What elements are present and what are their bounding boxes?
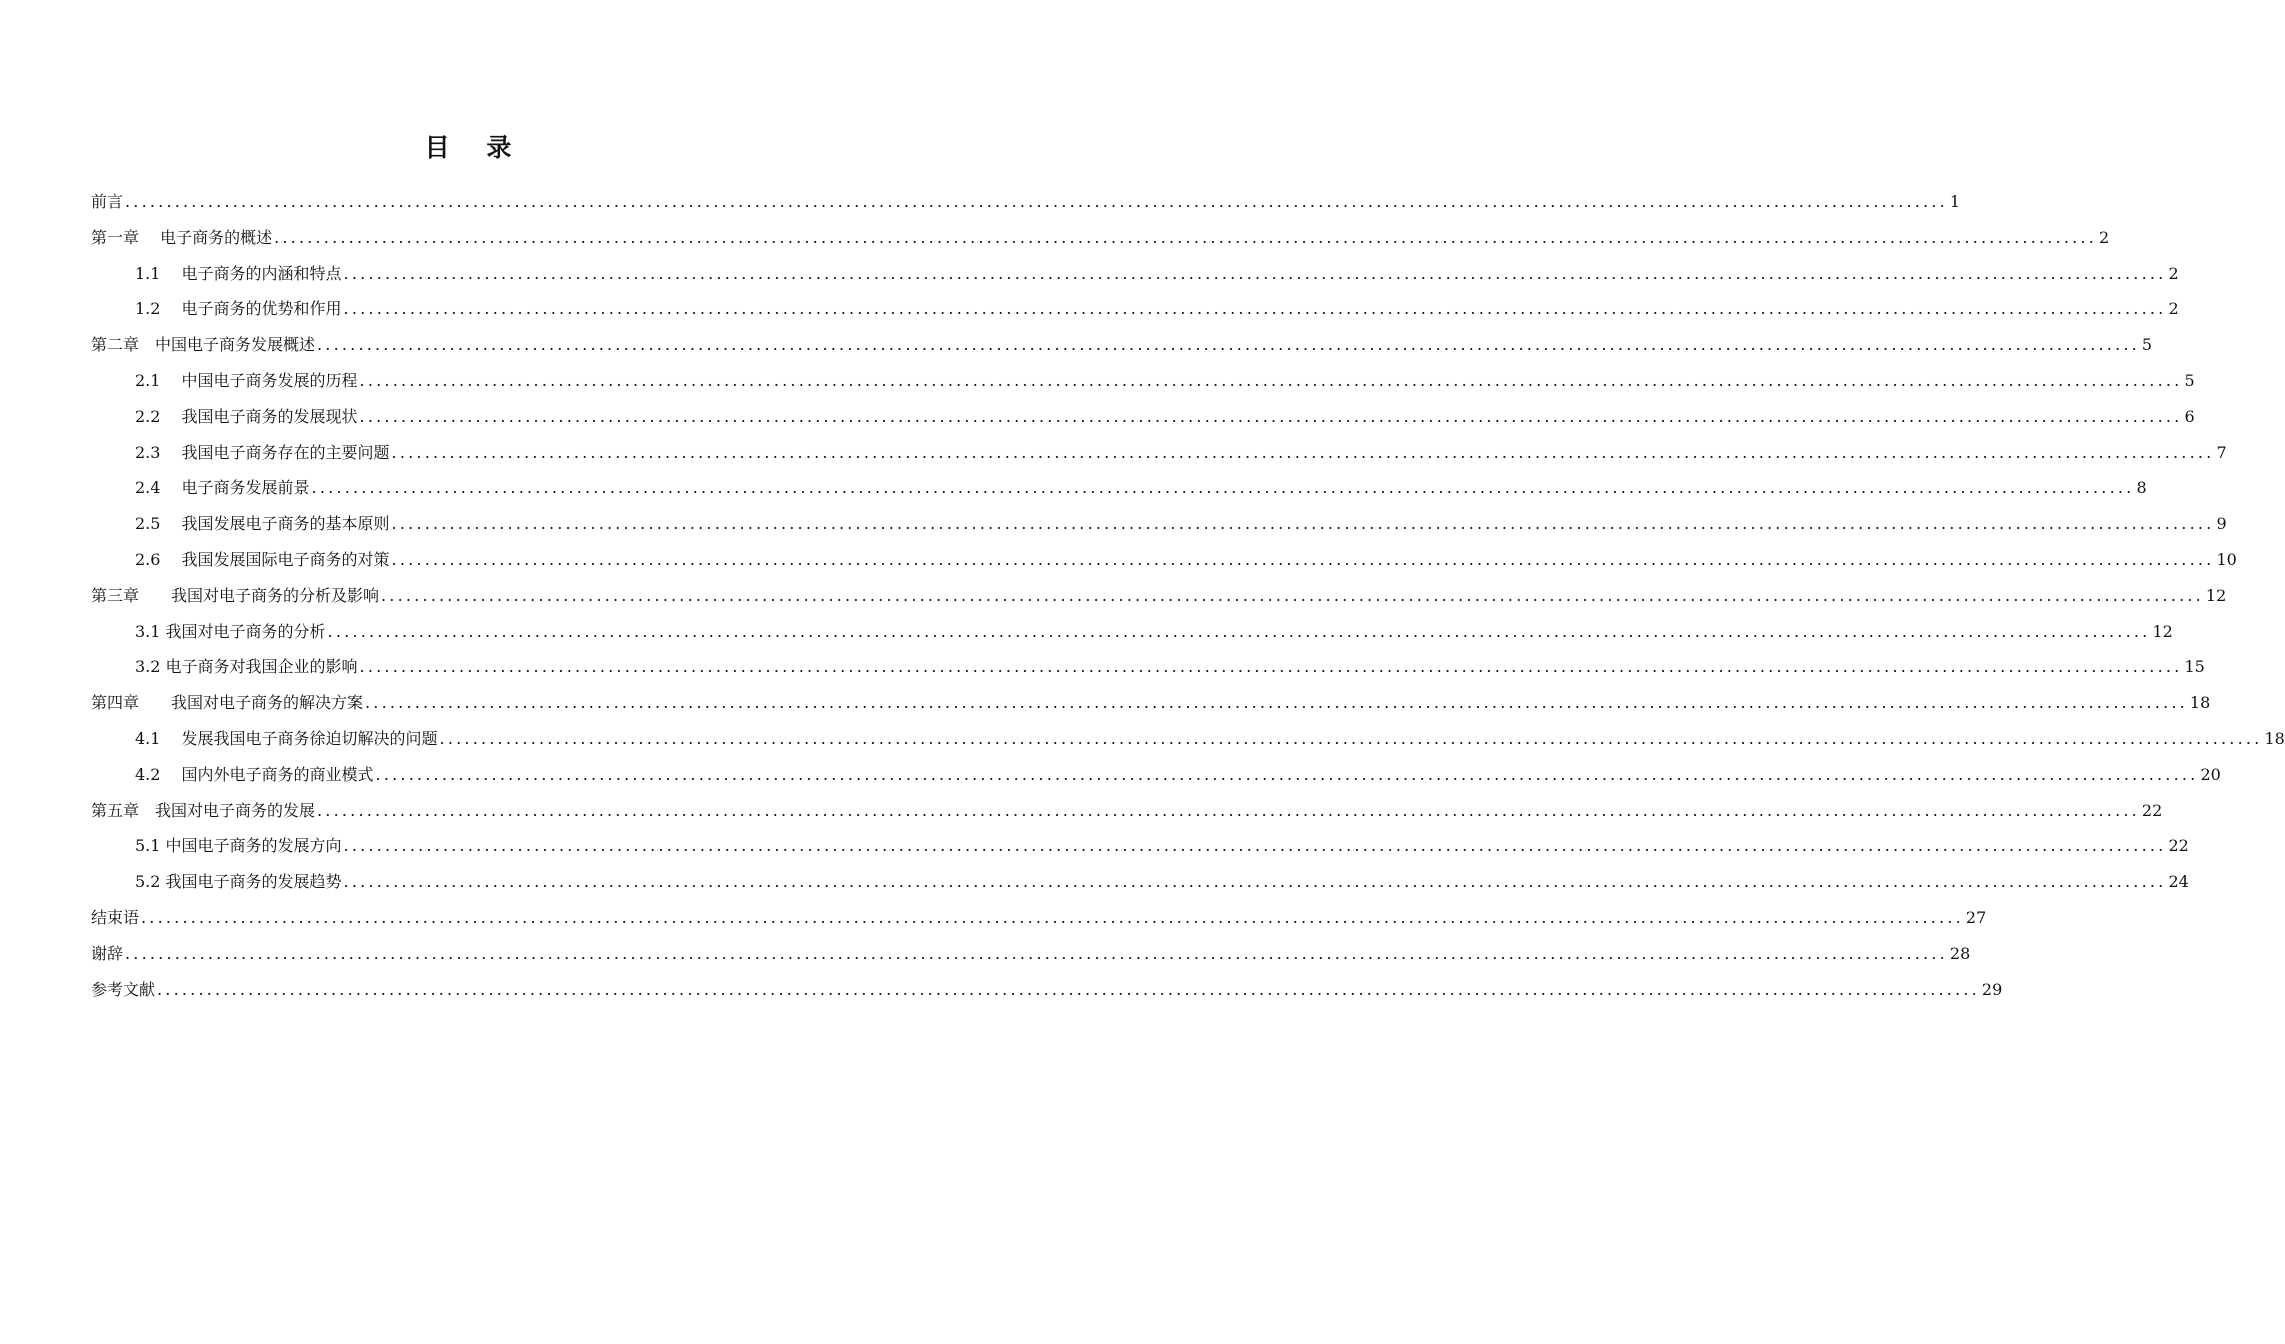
- toc-entry-title: 1.2 电子商务的优势和作用: [135, 299, 342, 319]
- toc-dot-leader: ............................................................................................................................................................................................................................: [365, 693, 2188, 713]
- toc-entry[interactable]: [91, 256, 2179, 292]
- toc-dot-leader: ............................................................................................................................................................................................................................: [439, 728, 2263, 748]
- toc-dot-leader: ............................................................................................................................................................................................................................: [141, 907, 1964, 927]
- toc-entry[interactable]: [91, 757, 2221, 793]
- toc-entry-page-number: 24: [2168, 872, 2189, 892]
- toc-title: 目 录: [424, 133, 526, 162]
- toc-entry[interactable]: [91, 578, 2227, 614]
- toc-entry-page-number: 27: [1965, 907, 1987, 927]
- toc-entry-title: 前言: [91, 192, 124, 211]
- toc-entry[interactable]: [91, 327, 2153, 363]
- toc-entry-page-number: 18: [2264, 728, 2285, 748]
- toc-entry[interactable]: [91, 184, 1961, 220]
- toc-entry[interactable]: [91, 864, 2189, 900]
- toc-dot-leader: ............................................................................................................................................................................................................................: [359, 406, 2183, 426]
- toc-dot-leader: ............................................................................................................................................................................................................................: [125, 943, 1948, 963]
- toc-entry[interactable]: [91, 470, 2147, 506]
- toc-entry-page-number: 2: [2168, 263, 2179, 283]
- toc-entry-title: 谢辞: [91, 943, 124, 963]
- toc-entry-page-number: 28: [1949, 943, 1971, 963]
- toc-dot-leader: ............................................................................................................................................................................................................................: [391, 514, 2215, 534]
- toc-entry-title: 参考文献: [91, 979, 156, 999]
- toc-entry-page-number: 7: [2216, 442, 2227, 462]
- toc-entry[interactable]: [91, 685, 2211, 721]
- toc-entry-page-number: 8: [2136, 478, 2147, 498]
- toc-dot-leader: ............................................................................................................................................................................................................................: [391, 442, 2215, 462]
- table-of-contents: [91, 184, 2285, 1007]
- toc-dot-leader: ............................................................................................................................................................................................................................: [359, 370, 2183, 390]
- toc-dot-leader: ............................................................................................................................................................................................................................: [343, 872, 2167, 892]
- toc-entry-title: 2.4 电子商务发展前景: [135, 478, 310, 498]
- toc-entry-title: 1.1 电子商务的内涵和特点: [135, 263, 342, 283]
- toc-entry[interactable]: [91, 220, 2110, 256]
- toc-entry[interactable]: [91, 828, 2189, 864]
- toc-dot-leader: ............................................................................................................................................................................................................................: [375, 764, 2199, 784]
- toc-dot-leader: ............................................................................................................................................................................................................................: [317, 800, 2140, 820]
- toc-dot-leader: ............................................................................................................................................................................................................................: [391, 549, 2215, 569]
- toc-dot-leader: ............................................................................................................................................................................................................................: [343, 836, 2167, 856]
- toc-entry-title: 2.2 我国电子商务的发展现状: [135, 406, 358, 426]
- toc-entry[interactable]: [91, 614, 2173, 650]
- toc-entry-page-number: 9: [2216, 514, 2227, 534]
- toc-entry[interactable]: [91, 793, 2163, 829]
- toc-entry-title: 第二章 中国电子商务发展概述: [91, 335, 316, 355]
- toc-dot-leader: ............................................................................................................................................................................................................................: [274, 227, 2097, 247]
- toc-entry-page-number: 22: [2168, 836, 2189, 856]
- toc-entry-page-number: 1: [1949, 192, 1961, 211]
- toc-entry[interactable]: [91, 649, 2205, 685]
- toc-entry-page-number: 10: [2216, 549, 2237, 569]
- toc-entry-page-number: 12: [2152, 621, 2173, 641]
- toc-entry-title: 第五章 我国对电子商务的发展: [91, 800, 316, 820]
- toc-entry-page-number: 12: [2205, 585, 2227, 605]
- toc-entry-page-number: 22: [2141, 800, 2163, 820]
- toc-entry-page-number: 6: [2184, 406, 2195, 426]
- toc-entry[interactable]: [91, 936, 1971, 972]
- toc-entry-page-number: 15: [2184, 657, 2205, 677]
- toc-entry-page-number: 2: [2099, 227, 2110, 247]
- toc-dot-leader: ............................................................................................................................................................................................................................: [311, 478, 2135, 498]
- toc-entry-title: 第一章 电子商务的概述: [91, 227, 273, 247]
- toc-entry-title: 4.1 发展我国电子商务徐迫切解决的问题: [135, 728, 438, 748]
- toc-entry[interactable]: [91, 721, 2285, 757]
- toc-entry-title: 第四章 我国对电子商务的解决方案: [91, 693, 364, 713]
- toc-dot-leader: ............................................................................................................................................................................................................................: [125, 192, 1948, 211]
- toc-dot-leader: ............................................................................................................................................................................................................................: [317, 335, 2140, 355]
- toc-dot-leader: ............................................................................................................................................................................................................................: [381, 585, 2204, 605]
- toc-entry[interactable]: [91, 399, 2195, 435]
- toc-entry-title: 5.2 我国电子商务的发展趋势: [135, 872, 342, 892]
- toc-dot-leader: ............................................................................................................................................................................................................................: [157, 979, 1980, 999]
- toc-entry-title: 第三章 我国对电子商务的分析及影响: [91, 585, 380, 605]
- toc-dot-leader: ............................................................................................................................................................................................................................: [343, 263, 2167, 283]
- toc-entry-page-number: 5: [2141, 335, 2153, 355]
- toc-entry-title: 3.2 电子商务对我国企业的影响: [135, 657, 358, 677]
- toc-entry-page-number: 29: [1981, 979, 2003, 999]
- toc-entry[interactable]: [91, 363, 2195, 399]
- toc-entry[interactable]: [91, 972, 2003, 1008]
- toc-entry-title: 3.1 我国对电子商务的分析: [135, 621, 326, 641]
- toc-entry-title: 2.1 中国电子商务发展的历程: [135, 370, 358, 390]
- toc-entry-page-number: 18: [2189, 693, 2211, 713]
- toc-dot-leader: ............................................................................................................................................................................................................................: [343, 299, 2167, 319]
- toc-entry-page-number: 20: [2200, 764, 2221, 784]
- toc-entry-title: 2.5 我国发展电子商务的基本原则: [135, 514, 390, 534]
- toc-entry[interactable]: [91, 900, 1987, 936]
- toc-entry-title: 4.2 国内外电子商务的商业模式: [135, 764, 374, 784]
- toc-entry[interactable]: [91, 291, 2179, 327]
- toc-entry-page-number: 5: [2184, 370, 2195, 390]
- toc-entry[interactable]: [91, 435, 2227, 471]
- toc-dot-leader: ............................................................................................................................................................................................................................: [327, 621, 2151, 641]
- toc-entry[interactable]: [91, 542, 2237, 578]
- toc-entry[interactable]: [91, 506, 2227, 542]
- toc-entry-title: 2.3 我国电子商务存在的主要问题: [135, 442, 390, 462]
- toc-dot-leader: ............................................................................................................................................................................................................................: [359, 657, 2183, 677]
- toc-entry-title: 5.1 中国电子商务的发展方向: [135, 836, 342, 856]
- toc-entry-title: 结束语: [91, 907, 140, 927]
- toc-entry-page-number: 2: [2168, 299, 2179, 319]
- toc-entry-title: 2.6 我国发展国际电子商务的对策: [135, 549, 390, 569]
